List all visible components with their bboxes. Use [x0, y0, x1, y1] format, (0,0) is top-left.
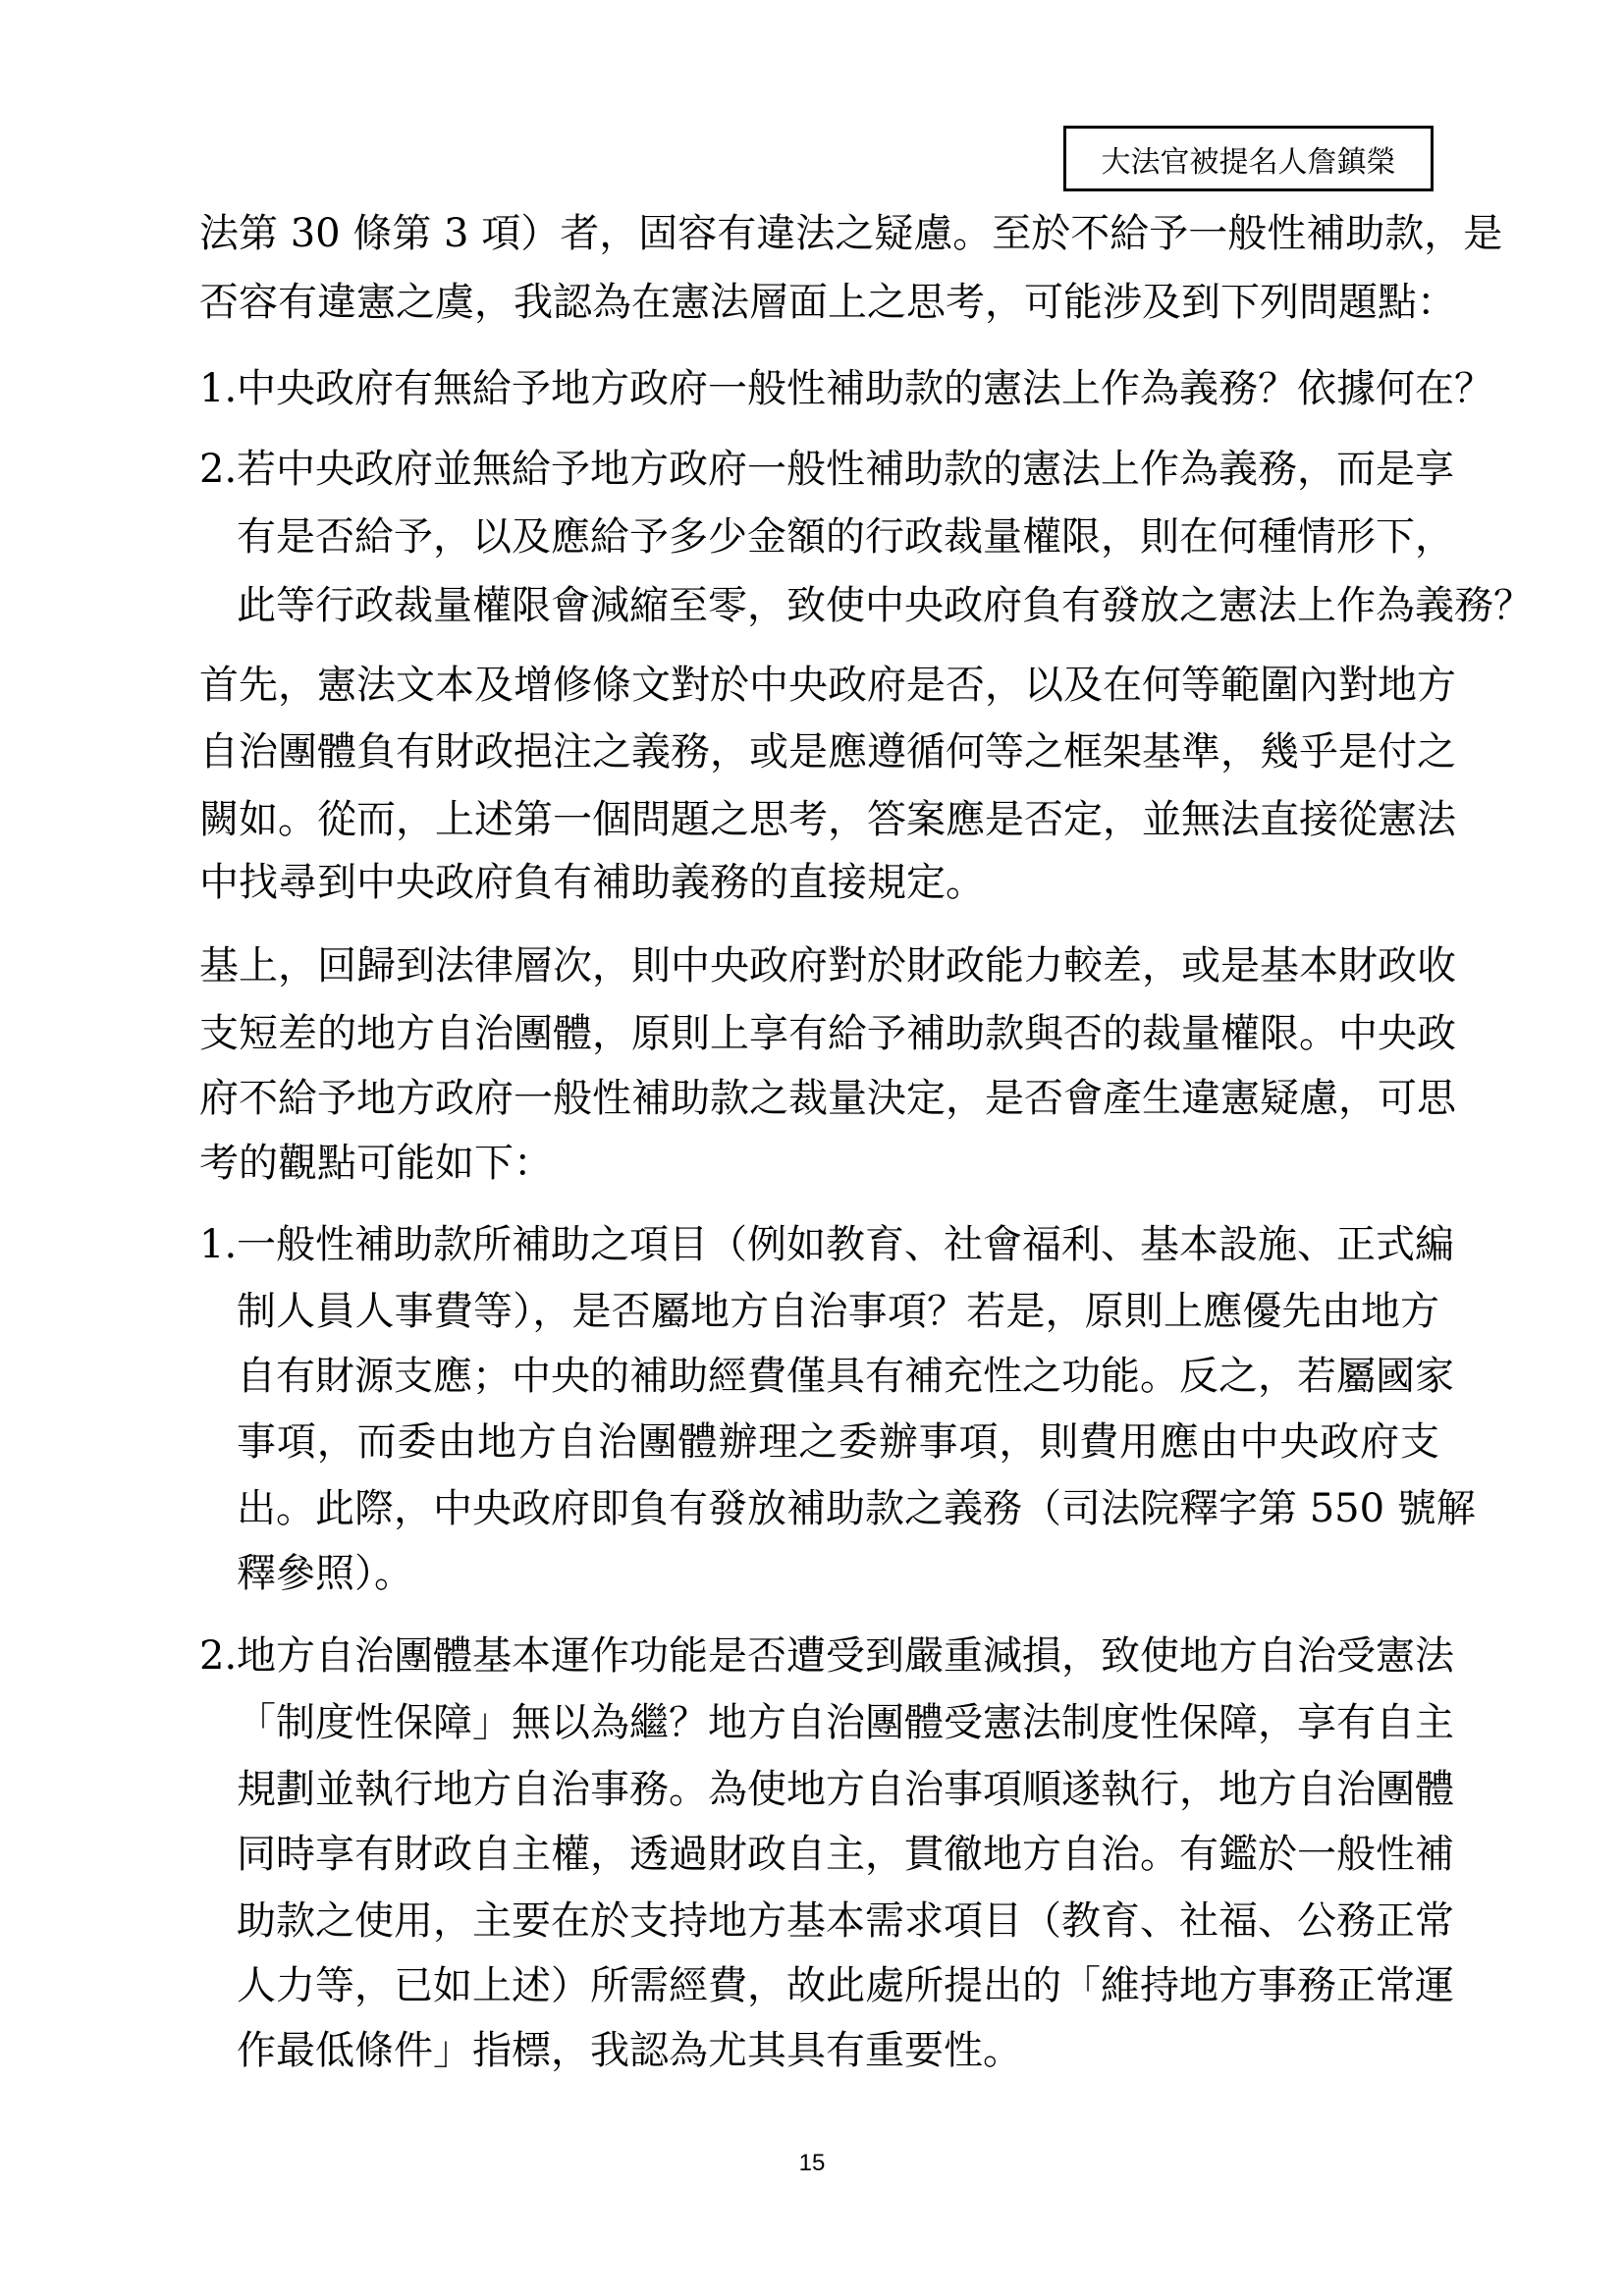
text-line: 「制度性保障」無以為繼？地方自治團體受憲法制度性保障，享有自主: [237, 1700, 1454, 1745]
text-line: 闕如。從而，上述第一個問題之思考，答案應是否定，並無法直接從憲法: [199, 797, 1456, 842]
text-line: 中找尋到中央政府負有補助義務的直接規定。: [199, 860, 985, 905]
text-line: 此等行政裁量權限會減縮至零，致使中央政府負有發放之憲法上作為義務？: [237, 583, 1533, 628]
text-line: 若中央政府並無給予地方政府一般性補助款的憲法上作為義務，而是享: [237, 447, 1454, 492]
text-line: 事項，而委由地方自治團體辦理之委辦事項，則費用應由中央政府支: [237, 1419, 1439, 1465]
list-number: 1.: [199, 1222, 238, 1267]
text-line: 作最低條件」指標，我認為尤其具有重要性。: [237, 2028, 1022, 2073]
text-line: 考的觀點可能如下：: [199, 1141, 553, 1186]
text-line: 首先，憲法文本及增修條文對於中央政府是否，以及在何等範圍內對地方: [199, 663, 1456, 708]
text-line: 中央政府有無給予地方政府一般性補助款的憲法上作為義務？依據何在？: [237, 366, 1493, 411]
text-line: 規劃並執行地方自治事務。為使地方自治事項順遂執行，地方自治團體: [237, 1767, 1454, 1812]
text-line: 府不給予地方政府一般性補助款之裁量決定，是否會產生違憲疑慮，可思: [199, 1076, 1456, 1121]
text-line: 同時享有財政自主權，透過財政自主，貫徹地方自治。有鑑於一般性補: [237, 1832, 1454, 1877]
text-line: 自有財源支應；中央的補助經費僅具有補充性之功能。反之，若屬國家: [237, 1354, 1454, 1399]
text-line: 否容有違憲之虞，我認為在憲法層面上之思考，可能涉及到下列問題點：: [199, 280, 1456, 325]
text-line: 釋參照）。: [237, 1551, 413, 1596]
text-line: 助款之使用，主要在於支持地方基本需求項目（教育、社福、公務正常: [237, 1898, 1454, 1944]
text-line: 制人員人事費等），是否屬地方自治事項？若是，原則上應優先由地方: [237, 1289, 1439, 1334]
text-line: 法第 30 條第 3 項）者，固容有違法之疑慮。至於不給予一般性補助款，是: [199, 211, 1503, 256]
text-line: 有是否給予，以及應給予多少金額的行政裁量權限，則在何種情形下，: [237, 514, 1454, 560]
list-number: 2.: [199, 1633, 238, 1679]
header-nominee-label: 大法官被提名人詹鎮榮: [1063, 126, 1434, 191]
text-line: 自治團體負有財政挹注之義務，或是應遵循何等之框架基準，幾乎是付之: [199, 729, 1456, 774]
text-line: 出。此際，中央政府即負有發放補助款之義務（司法院釋字第 550 號解: [237, 1486, 1476, 1531]
page-number: 15: [798, 2150, 826, 2176]
text-line: 地方自治團體基本運作功能是否遭受到嚴重減損，致使地方自治受憲法: [237, 1633, 1454, 1679]
text-line: 基上，回歸到法律層次，則中央政府對於財政能力較差，或是基本財政收: [199, 943, 1456, 988]
text-line: 支短差的地方自治團體，原則上享有給予補助款與否的裁量權限。中央政: [199, 1011, 1456, 1056]
text-line: 人力等，已如上述）所需經費，故此處所提出的「維持地方事務正常運: [237, 1963, 1454, 2008]
list-number: 1.: [199, 366, 238, 411]
list-number: 2.: [199, 447, 238, 492]
text-line: 一般性補助款所補助之項目（例如教育、社會福利、基本設施、正式編: [237, 1222, 1454, 1267]
